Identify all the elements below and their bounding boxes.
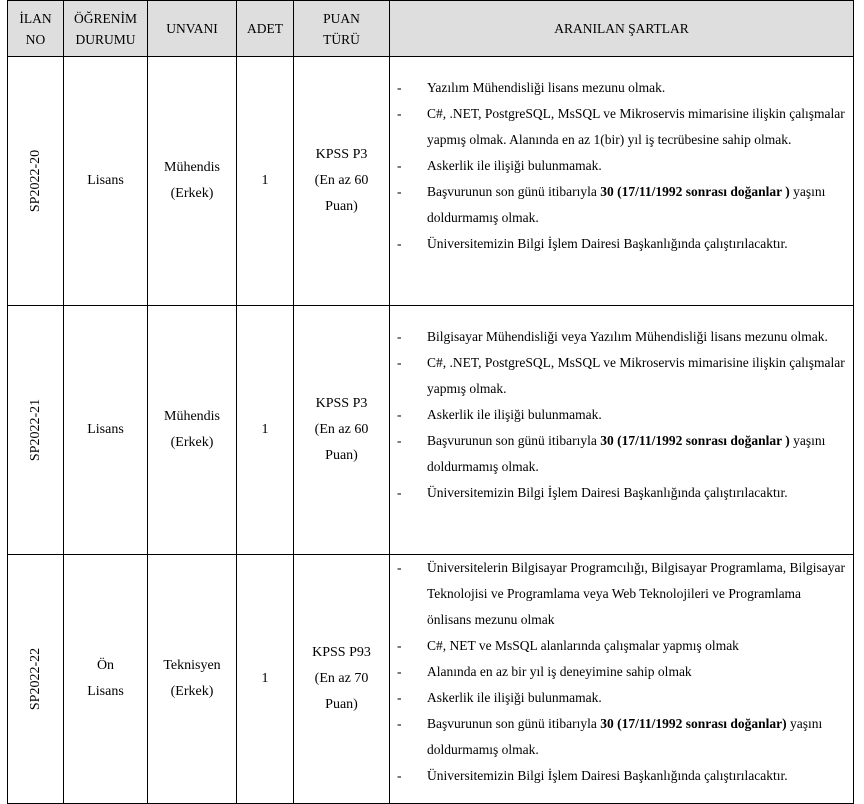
dash-bullet-icon: - [397, 768, 402, 783]
dash-bullet-icon: - [397, 355, 402, 370]
header-ogrenim-durumu: ÖĞRENİM DURUMU [64, 1, 148, 57]
requirement-text: yaşını doldurmamış olmak. [427, 184, 826, 225]
ogrenim-durumu-line: Lisans [87, 422, 124, 437]
puan-turu-line: (En az 60 [314, 173, 369, 188]
dash-bullet-icon: - [397, 236, 402, 251]
unvan-cell [148, 306, 237, 555]
requirement-item [390, 480, 853, 506]
requirements-list [390, 555, 853, 789]
dash-bullet-icon: - [397, 485, 402, 500]
dash-bullet-icon: - [397, 158, 402, 173]
requirements-cell [390, 57, 854, 306]
dash-bullet-icon: - [397, 690, 402, 705]
requirement-item [390, 633, 853, 659]
dash-bullet-icon: - [397, 80, 402, 95]
header-unvan: UNVANI [148, 1, 237, 57]
requirement-text: Askerlik ile ilişiği bulunmamak. [427, 690, 602, 705]
requirements-list [390, 75, 853, 257]
requirement-item [390, 659, 853, 685]
unvan-line: Mühendis [164, 160, 220, 175]
unvan-cell [148, 57, 237, 306]
requirement-text: C#, .NET, PostgreSQL, MsSQL ve Mikroservis mimarisine ilişkin çalışmalar yapmış olmak. [427, 355, 845, 396]
requirement-item [390, 324, 853, 350]
requirement-text: Yazılım Mühendisliği lisans mezunu olmak. [427, 80, 666, 95]
requirement-text: Başvurunun son günü itibarıyla [427, 433, 601, 448]
requirement-item [390, 179, 853, 231]
requirement-text: Başvurunun son günü itibarıyla [427, 184, 601, 199]
unvan-cell [148, 555, 237, 804]
ogrenim-durumu-line: Lisans [87, 173, 124, 188]
requirement-text: Üniversitemizin Bilgi İşlem Dairesi Başkanlığında çalıştırılacaktır. [427, 485, 788, 500]
dash-bullet-icon: - [397, 638, 402, 653]
ogrenim-durumu-cell [64, 57, 148, 306]
header-puan-turu: PUAN TÜRÜ [294, 1, 390, 57]
requirement-item [390, 763, 853, 789]
requirement-text: C#, NET ve MsSQL alanlarında çalışmalar yapmış olmak [427, 638, 739, 653]
header-ilan-no: İLAN NO [8, 1, 64, 57]
table-row [8, 57, 854, 306]
requirement-text: Askerlik ile ilişiği bulunmamak. [427, 407, 602, 422]
unvan-line: (Erkek) [170, 186, 214, 201]
puan-turu-cell [294, 57, 390, 306]
unvan-line: Mühendis [164, 409, 220, 424]
ilan-no: SP2022-20 [27, 149, 43, 213]
requirement-item [390, 101, 853, 153]
ogrenim-durumu-cell [64, 555, 148, 804]
puan-turu-cell [294, 306, 390, 555]
requirement-text: Askerlik ile ilişiği bulunmamak. [427, 158, 602, 173]
puan-turu-line: Puan) [325, 199, 358, 214]
ogrenim-durumu-line: Ön [96, 658, 115, 673]
requirement-text: Bilgisayar Mühendisliği veya Yazılım Mühendisliği lisans mezunu olmak. [427, 329, 828, 344]
puan-turu-line: KPSS P3 [315, 147, 368, 162]
requirement-text: Alanında en az bir yıl iş deneyimine sahip olmak [427, 664, 692, 679]
dash-bullet-icon: - [397, 106, 402, 121]
requirement-text: yaşını doldurmamış olmak. [427, 716, 823, 757]
requirements-cell [390, 555, 854, 804]
requirement-text: yaşını doldurmamış olmak. [427, 433, 826, 474]
dash-bullet-icon: - [397, 407, 402, 422]
requirements-cell [390, 306, 854, 555]
table-row [8, 555, 854, 804]
requirement-item [390, 75, 853, 101]
dash-bullet-icon: - [397, 664, 402, 679]
requirement-text: C#, .NET, PostgreSQL, MsSQL ve Mikroservis mimarisine ilişkin çalışmalar yapmış olmak. Alanında en az 1(bir) yıl iş tecrübesine sahip olmak. [427, 106, 845, 147]
puan-turu-cell [294, 555, 390, 804]
requirement-item [390, 711, 853, 763]
ilan-no: SP2022-21 [27, 398, 43, 462]
ilan-no: SP2022-22 [27, 647, 43, 711]
requirement-item [390, 350, 853, 402]
puan-turu-line: (En az 70 [314, 671, 369, 686]
requirement-item [390, 428, 853, 480]
adet-cell: 1 [237, 57, 294, 306]
ogrenim-durumu-cell [64, 306, 148, 555]
header-adet: ADET [237, 1, 294, 57]
job-listing-table [7, 0, 854, 804]
requirement-item [390, 402, 853, 428]
puan-turu-line: Puan) [325, 697, 358, 712]
puan-turu-line: Puan) [325, 448, 358, 463]
requirement-item [390, 555, 853, 633]
requirement-text: Başvurunun son günü itibarıyla [427, 716, 601, 731]
dash-bullet-icon: - [397, 560, 402, 575]
dash-bullet-icon: - [397, 329, 402, 344]
requirement-age-limit: 30 (17/11/1992 sonrası doğanlar ) [600, 433, 790, 448]
dash-bullet-icon: - [397, 184, 402, 199]
puan-turu-line: KPSS P93 [312, 645, 371, 660]
requirement-text: Üniversitelerin Bilgisayar Programcılığı, Bilgisayar Programlama, Bilgisayar Teknolojisi ve Programlama veya Web Teknolojileri ve Programlama önlisans mezunu olmak [427, 560, 846, 627]
adet-cell: 1 [237, 306, 294, 555]
requirement-item [390, 231, 853, 257]
ilan-no-cell [8, 555, 64, 804]
dash-bullet-icon: - [397, 433, 402, 448]
requirement-age-limit: 30 (17/11/1992 sonrası doğanlar ) [600, 184, 790, 199]
requirement-item [390, 153, 853, 179]
table-row [8, 306, 854, 555]
header-aranilan-sartlar: ARANILAN ŞARTLAR [390, 1, 854, 57]
requirement-text: Üniversitemizin Bilgi İşlem Dairesi Başkanlığında çalıştırılacaktır. [427, 236, 788, 251]
requirements-list [390, 324, 853, 506]
requirement-text: Üniversitemizin Bilgi İşlem Dairesi Başkanlığında çalıştırılacaktır. [427, 768, 788, 783]
unvan-line: (Erkek) [170, 684, 214, 699]
ogrenim-durumu-line: Lisans [87, 684, 124, 699]
requirement-age-limit: 30 (17/11/1992 sonrası doğanlar) [600, 716, 787, 731]
adet-cell: 1 [237, 555, 294, 804]
dash-bullet-icon: - [397, 716, 402, 731]
requirement-item [390, 685, 853, 711]
table-header-row [8, 1, 854, 57]
ilan-no-cell [8, 57, 64, 306]
ilan-no-cell [8, 306, 64, 555]
unvan-line: Teknisyen [163, 658, 221, 673]
puan-turu-line: KPSS P3 [315, 396, 368, 411]
puan-turu-line: (En az 60 [314, 422, 369, 437]
unvan-line: (Erkek) [170, 435, 214, 450]
